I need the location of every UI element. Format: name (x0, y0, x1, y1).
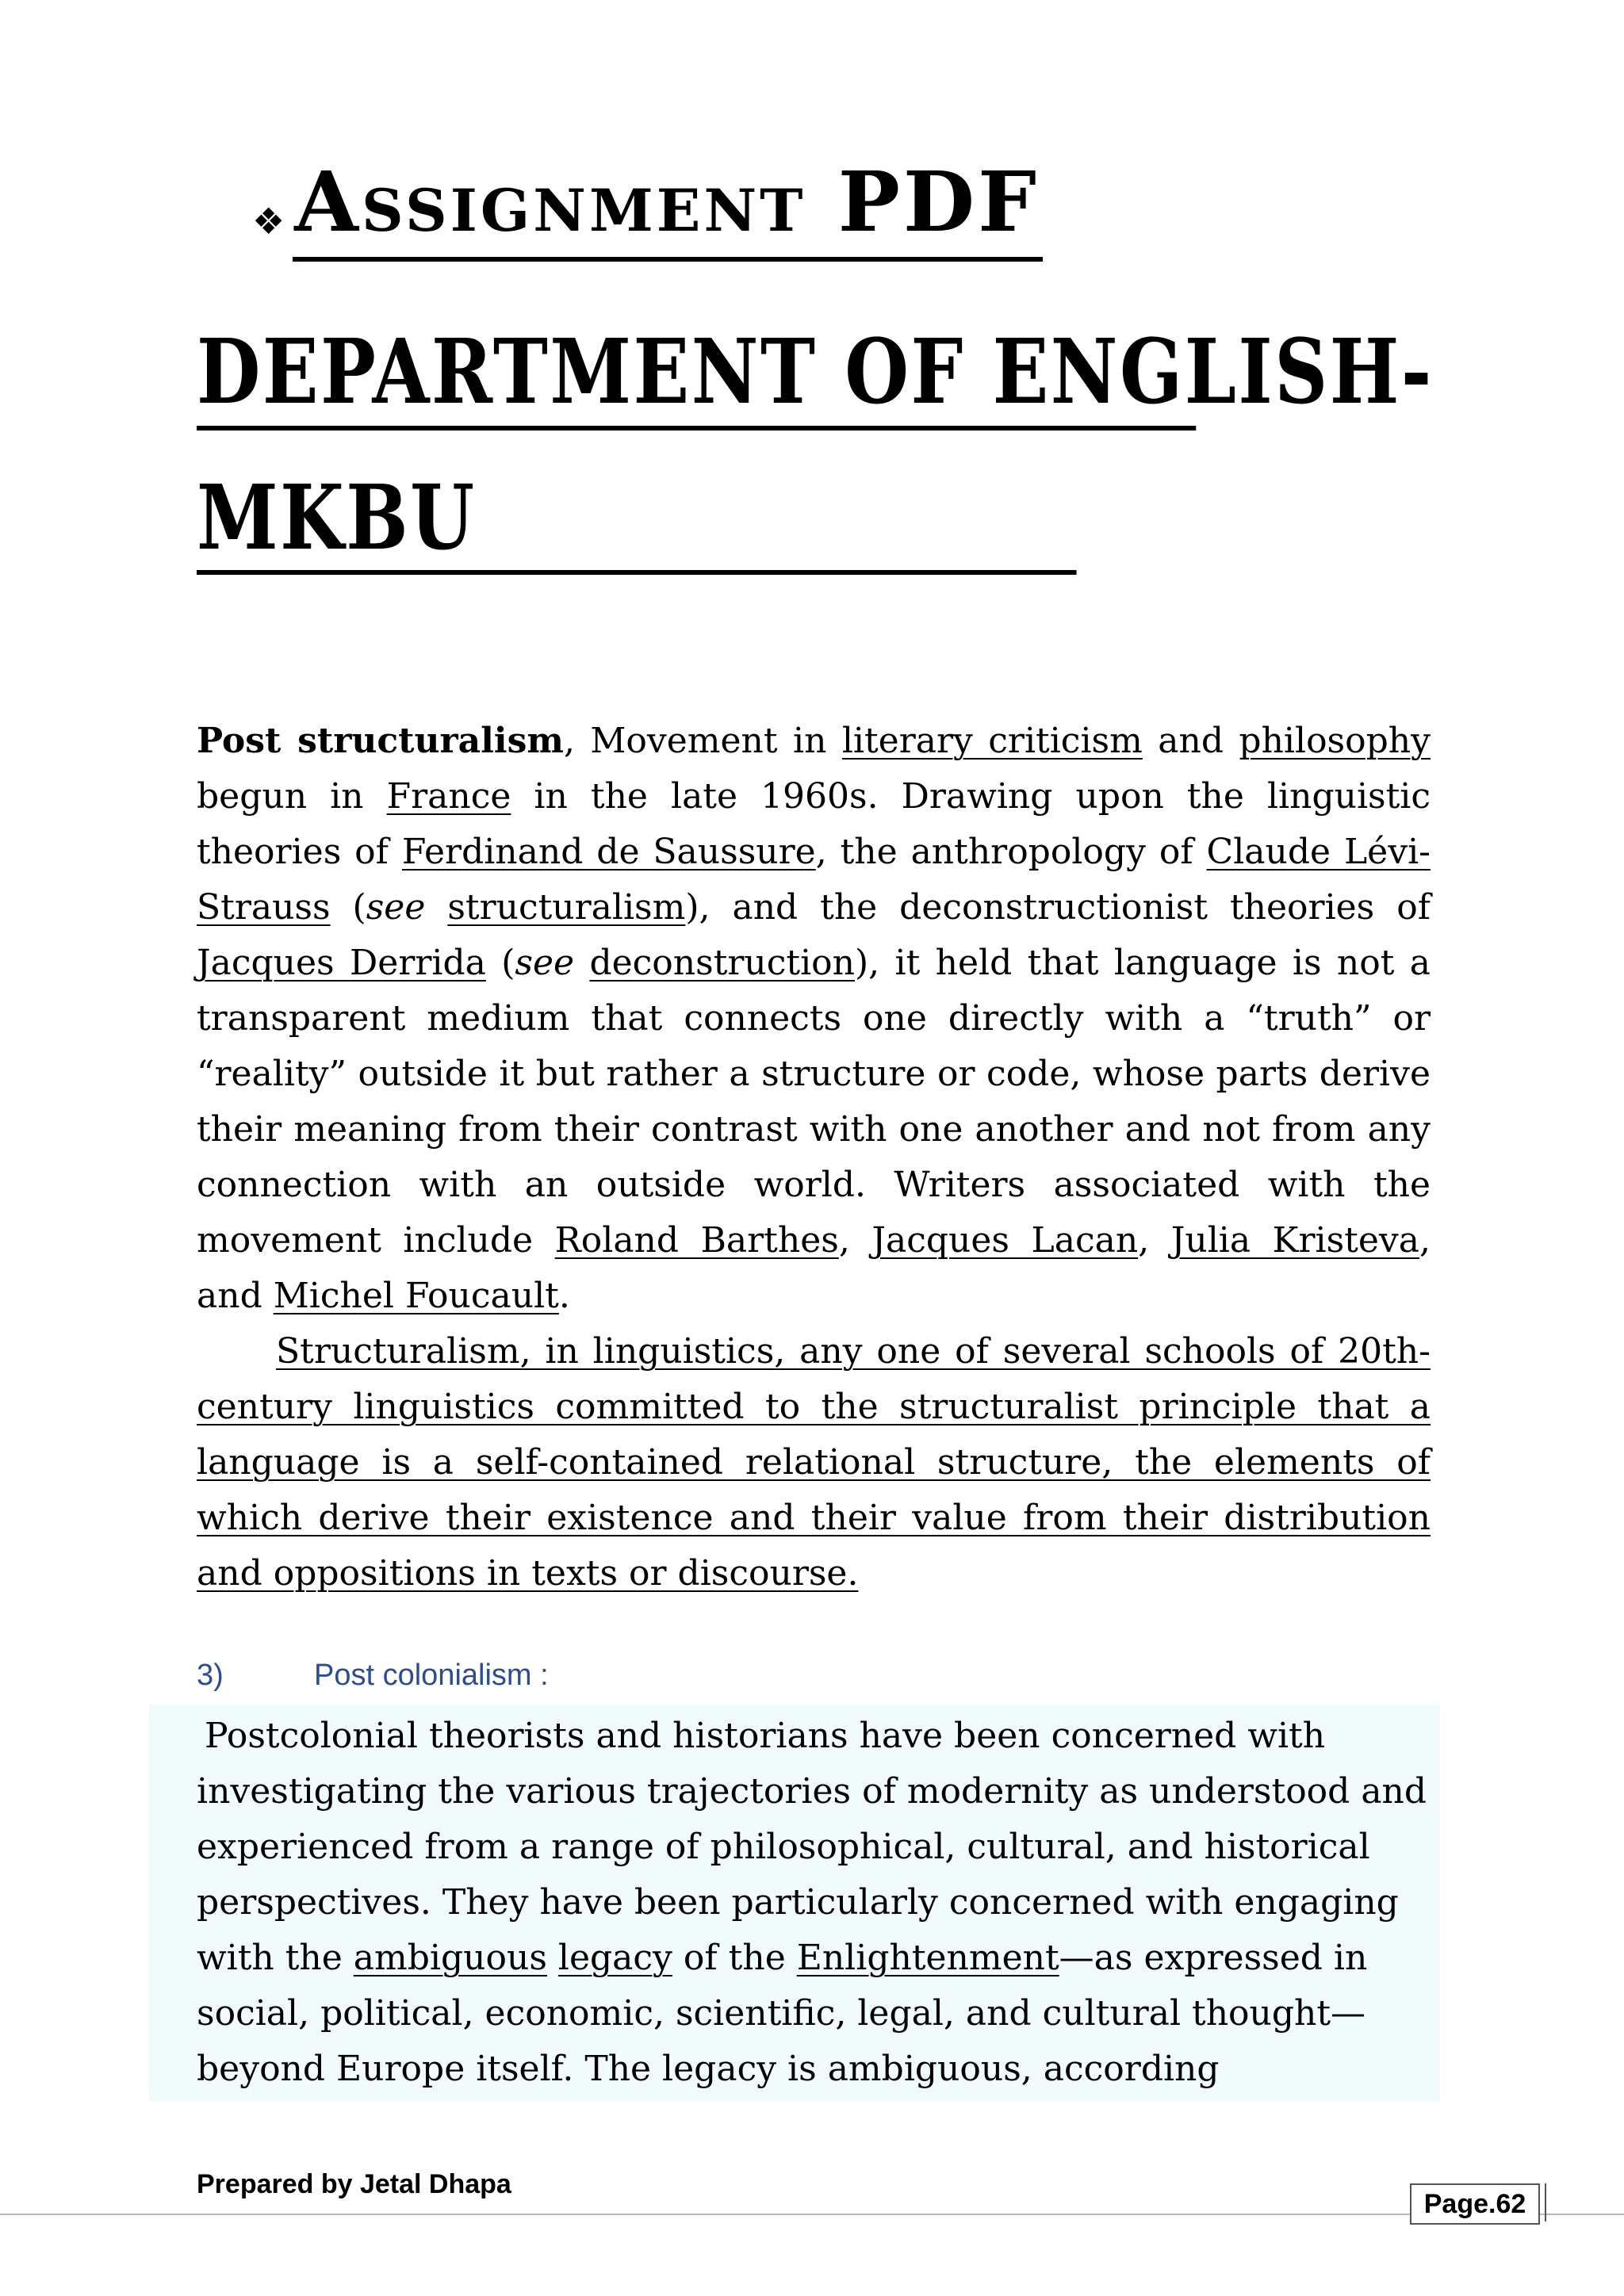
page-number-badge: Page.62 (1410, 2183, 1540, 2225)
post-structuralism-paragraph (197, 714, 1431, 1324)
link-deconstruction[interactable]: deconstruction (589, 943, 855, 983)
text-span (425, 887, 447, 928)
text-span: ), it held that language is not a transparent medium that connects one directly with a “truth” or “reality” outside it but rather a structure or code, whose parts derive their meaning from their contrast with one another and not from any connection with an outside world. Writers associated with the movement include (197, 943, 1431, 1261)
text-span: —as expressed in social, political, economic, scientific, legal, and cultural thought—beyond Europe itself. The legacy is ambiguous, according (197, 1938, 1368, 2089)
see-italic: see (366, 887, 426, 928)
link-roland-barthes[interactable]: Roland Barthes (554, 1220, 839, 1261)
link-france[interactable]: France (386, 776, 511, 817)
link-literary-criticism[interactable]: literary criticism (841, 721, 1143, 761)
footer-divider (0, 2214, 1624, 2215)
text-span: in the late 1960s. Drawing upon the linguistic theories of (197, 776, 1431, 872)
text-span: , the anthropology of (815, 832, 1207, 872)
link-jacques-lacan[interactable]: Jacques Lacan (871, 1220, 1139, 1261)
post-colonialism-paragraph (197, 1709, 1465, 2097)
text-span (547, 1938, 558, 1978)
text-span: ( (330, 887, 366, 928)
text-span: ), and the deconstructionist theories of (685, 887, 1431, 928)
section-number: 3) (197, 1659, 224, 1692)
text-span: of the (672, 1938, 797, 1978)
text-span: , and (197, 1220, 1431, 1316)
text-span: , (1138, 1220, 1171, 1261)
section-heading-post-colonialism (197, 1659, 549, 1693)
footer-prepared-by: Prepared by Jetal Dhapa (197, 2169, 511, 2199)
structuralism-paragraph: Structuralism, in linguistics, any one of several schools of 20th-century linguistics committed to the structuralist principle that a language is a self-contained relational structure, the elements of which derive their existence and their value from their distribution and oppositions in texts or discourse. (197, 1331, 1431, 1594)
link-structuralism[interactable]: structuralism (447, 887, 686, 928)
department-heading-line2: MKBU (197, 467, 1077, 575)
text-span: , (838, 1220, 872, 1261)
department-heading (197, 320, 1434, 575)
link-julia-kristeva[interactable]: Julia Kristeva (1170, 1220, 1419, 1261)
assignment-title: Assignment PDF (293, 151, 1043, 262)
text-span (574, 943, 589, 983)
diamond-bullet-icon: ❖ (252, 200, 285, 243)
term-post-structuralism: Post structuralism (197, 721, 564, 761)
link-jacques-derrida[interactable]: Jacques Derrida (197, 943, 486, 983)
department-heading-line1: DEPARTMENT OF ENGLISH- (197, 321, 1196, 430)
text-span: ( (485, 943, 515, 983)
link-ambiguous[interactable]: ambiguous (353, 1938, 547, 1978)
text-span: , Movement in (563, 721, 842, 761)
link-ferdinand-de-saussure[interactable]: Ferdinand de Saussure (401, 832, 816, 872)
link-michel-foucault[interactable]: Michel Foucault (273, 1276, 559, 1316)
text-span: begun in (197, 776, 387, 817)
page-box-tail (1538, 2183, 1546, 2221)
see-italic: see (515, 943, 575, 983)
text-span: Postcolonial theorists and historians have been concerned with investigating the various trajectories of modernity as understood and experienced from a range of philosophical, cultural, and historical perspectives. They have been particularly concerned with engaging with the (197, 1716, 1427, 1978)
link-enlightenment[interactable]: Enlightenment (796, 1938, 1059, 1978)
link-philosophy[interactable]: philosophy (1239, 721, 1431, 761)
text-span: and (1142, 721, 1239, 761)
link-claude-levi-strauss[interactable]: Claude Lévi-Strauss (197, 832, 1431, 928)
assignment-heading (252, 151, 1043, 262)
section-title: Post colonialism : (314, 1659, 549, 1692)
link-legacy[interactable]: legacy (557, 1938, 672, 1978)
text-span: . (558, 1276, 570, 1316)
